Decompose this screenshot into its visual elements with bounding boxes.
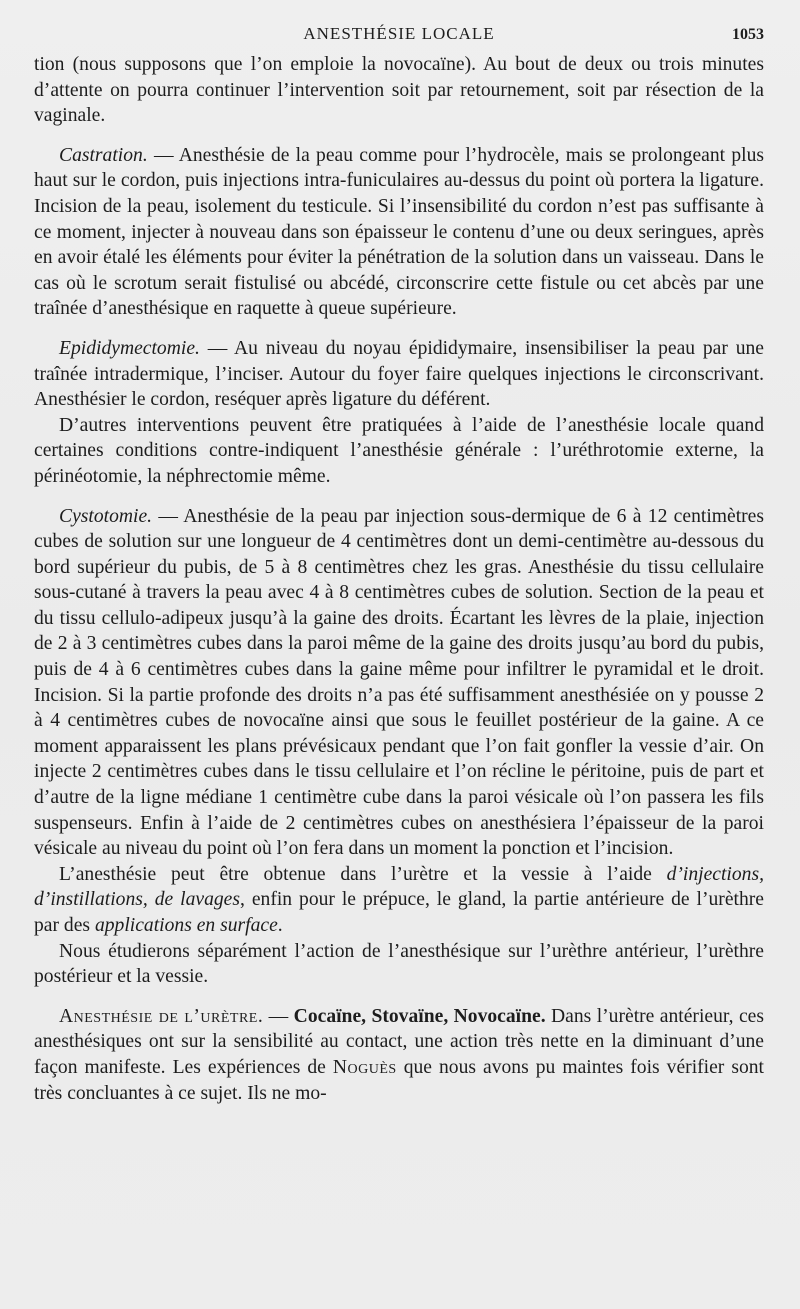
paragraph-text: D’autres interventions peuvent être pratiquées à l’aide de l’anesthésie locale quand certaines conditions contre-indiquent l’anesthésie générale : l’uréthrotomie externe, la périnéotomie, la néphrectomie même. [34, 414, 764, 487]
section-title-anesthesie-uretre: Anesthésie de l’urètre. [59, 1005, 264, 1027]
paragraph-text: L’anesthésie peut être obtenue dans l’urètre et la vessie à l’aide [59, 863, 667, 885]
drug-list: Cocaïne, Stovaïne, Novocaïne. [293, 1005, 546, 1027]
paragraph-text: tion (nous supposons que l’on emploie la novocaïne). Au bout de deux ou trois minutes d’attente on pourra continuer l’intervention soit par retournement, soit par résection de la vaginale. [34, 54, 764, 127]
paragraph-text: que nous avons pu maintes fois vérifier sont très concluantes à ce sujet. Ils ne mo- [34, 1056, 764, 1104]
paragraph-continuation [34, 52, 764, 129]
section-title-epididymectomie: Epididymectomie. [59, 337, 200, 359]
emphasis-applications: applications en surface [94, 915, 278, 936]
paragraph-nous-etudierons [34, 939, 764, 990]
paragraph-epididymectomie [34, 336, 764, 413]
page-number: 1053 [732, 26, 764, 43]
paragraph-text: , enfin pour le prépuce, le gland, la partie antérieure de l’urèthre par des [34, 889, 764, 936]
paragraph-text: — Au niveau du noyau épididymaire, insensibiliser la peau par une traînée intradermique, l’inciser. Autour du foyer faire quelques injections le circonscrivant. Anesthésier le cordon, reséquer après ligature du déférent. [34, 337, 764, 411]
paragraph-anesthesie-uretre [34, 1004, 764, 1106]
title-dash: — [263, 1005, 294, 1027]
paragraph-castration [34, 143, 764, 322]
paragraph-anesthesie-uretre-intro [34, 862, 764, 939]
paragraph-text: — Anesthésie de la peau par injection sous-dermique de 6 à 12 centimètres cubes de solution sur une longueur de 4 centimètres dont un demi-centimètre au-dessous du bord supérieur du pubis, de 5 à 8 centimètres chez les gras. Anesthésie du tissu cellulaire sous-cutané à travers la peau avec 4 à 8 centimètres cubes de solution. Section de la peau et du tissu cellulo-adipeux jusqu’à la gaine des droits. Écartant les lèvres de la plaie, injection de 2 à 3 centimètres cubes dans la paroi même de la gaine des droits jusqu’au bord du pubis, puis de 4 à 6 centimètres cubes dans la gaine même pour infiltrer le pyramidal et le droit. Incision. Si la partie profonde des droits n’a pas été suffisamment anesthésiée on y pousse 2 à 4 centimètres cubes de novocaïne ainsi que sous le feuillet postérieur de la gaine. A ce moment apparaissent les plans prévésicaux pendant que l’on fait gonfler la vessie d’air. On injecte 2 centimètres cubes dans le tissu cellulaire et l’on récline le péritoine, puis de part et d’autre de la ligne médiane 1 centimètre cube dans la paroi vésicale où l’on passera les fils suspenseurs. Enfin à l’aide de 2 centimètres cubes on anesthésiera l’épaisseur de la paroi vésicale au niveau du point où l’on fera dans un moment la ponction et l’incision. [34, 505, 764, 860]
paragraph-text: — Anesthésie de la peau comme pour l’hydrocèle, mais se prolongeant plus haut sur le cordon, puis injections intra-funiculaires au-dessus du point où portera la ligature. Incision de la peau, isolement du testicule. Si l’insensibilité du cordon n’est pas suffisante à ce moment, injecter à nouveau dans son épaisseur le contenu d’une ou deux seringues, après en avoir étalé les éléments pour éviter la pénétration de la solution dans un vaisseau. Dans le cas où le scrotum serait fistulisé ou abcédé, circonscrire cette fistule ou cet abcès par une traînée d’anesthésique en raquette à queue supérieure. [34, 144, 764, 320]
author-name: Noguès [332, 1056, 397, 1078]
section-title-castration: Castration. [59, 144, 148, 166]
page-header [34, 18, 764, 52]
running-title: ANESTHÉSIE LOCALE [303, 24, 495, 43]
paragraph-cystotomie [34, 504, 764, 862]
paragraph-text: Dans l’urètre antérieur, ces anesthésiques ont sur la sensibilité au contact, une action très nette en la diminuant d’une façon manifeste. Les expériences de [34, 1005, 764, 1078]
body-text [34, 52, 764, 1106]
section-title-cystotomie: Cystotomie. [59, 505, 153, 527]
paragraph-text: Nous étudierons séparément l’action de l’anesthésique sur l’urèthre antérieur, l’urèthre postérieur et la vessie. [34, 940, 764, 988]
paragraph-text: . [277, 915, 283, 936]
emphasis-injections: d’injections, d’instillations, de lavages [34, 863, 764, 911]
paragraph-autres-interventions [34, 413, 764, 490]
